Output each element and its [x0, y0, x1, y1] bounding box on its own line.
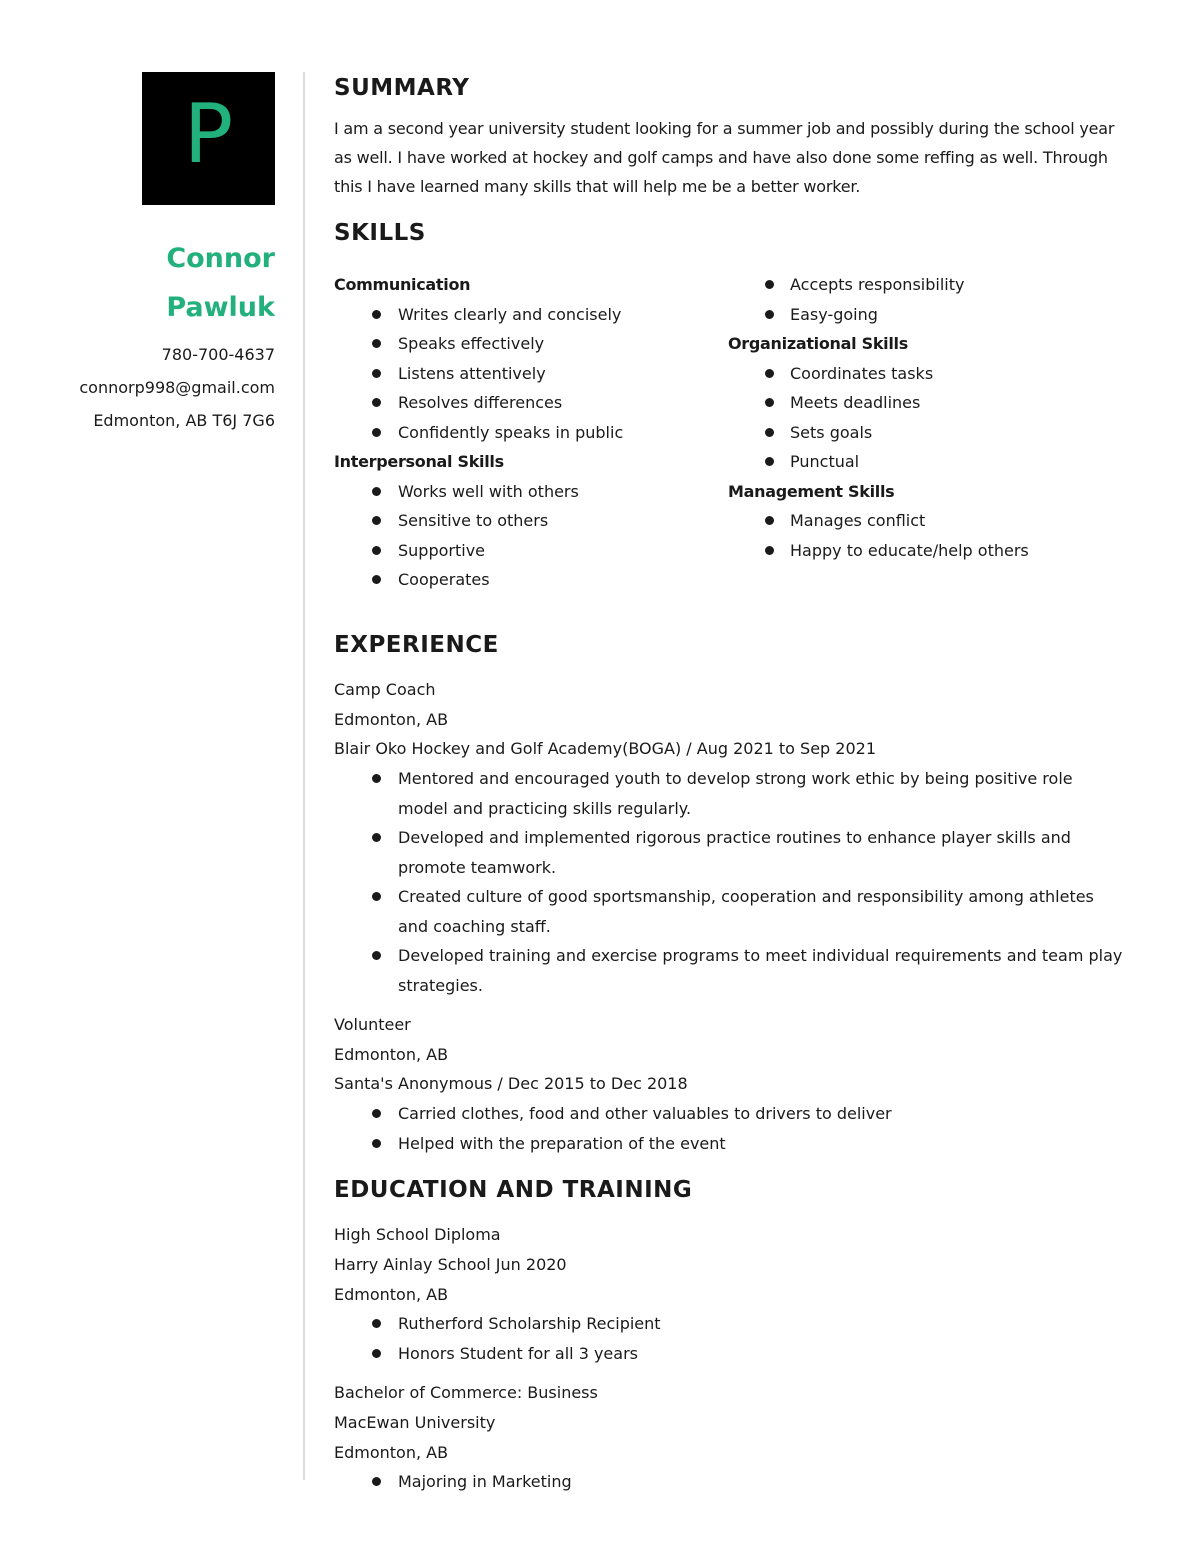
education-bullet: Rutherford Scholarship Recipient	[334, 1309, 1124, 1339]
skill-item: Accepts responsibility	[728, 270, 1029, 300]
skill-item: Happy to educate/help others	[728, 536, 1029, 566]
skills-heading: SKILLS	[334, 220, 426, 246]
education-entry	[334, 1378, 1124, 1497]
skill-list	[334, 477, 623, 595]
skill-item: Speaks effectively	[334, 329, 623, 359]
job-location: Edmonton, AB	[334, 1044, 449, 1064]
skills-section	[334, 270, 1124, 625]
education-heading: EDUCATION AND TRAINING	[334, 1177, 693, 1204]
job-title: Volunteer	[334, 1015, 411, 1035]
employer-dates: Blair Oko Hockey and Golf Academy(BOGA) / Aug 2021 to Sep 2021	[334, 739, 876, 759]
job-title: Camp Coach	[334, 680, 436, 699]
skill-category: Communication	[334, 275, 471, 294]
phone-number: 780-700-4637	[161, 345, 275, 364]
summary-heading: SUMMARY	[334, 75, 470, 101]
skill-list	[728, 359, 1029, 477]
first-name: Connor	[166, 243, 275, 274]
column-divider	[303, 72, 305, 1480]
skill-item: Manages conflict	[728, 506, 1029, 536]
skill-category: Organizational Skills	[728, 334, 908, 353]
education-section	[334, 1170, 1124, 1497]
skill-item: Sets goals	[728, 418, 1029, 448]
last-name: Pawluk	[166, 292, 275, 323]
skills-column-left	[334, 270, 623, 595]
education-bullet: Majoring in Marketing	[334, 1467, 1124, 1497]
degree: High School Diploma	[334, 1225, 501, 1245]
job-bullet: Created culture of good sportsmanship, cooperation and responsibility among athletes and coaching staff.	[334, 882, 1124, 941]
contact-info	[79, 338, 275, 437]
experience-heading: EXPERIENCE	[334, 632, 499, 658]
skill-item: Writes clearly and concisely	[334, 300, 623, 330]
job-bullet: Mentored and encouraged youth to develop strong work ethic by being positive role model and practicing skills regularly.	[334, 764, 1124, 823]
education-entry	[334, 1220, 1124, 1368]
school: MacEwan University	[334, 1412, 496, 1432]
skill-item: Sensitive to others	[334, 506, 623, 536]
skill-item: Works well with others	[334, 477, 623, 507]
experience-entry	[334, 675, 1124, 1000]
skill-item: Meets deadlines	[728, 388, 1029, 418]
skill-category: Management Skills	[728, 481, 895, 501]
job-location: Edmonton, AB	[334, 709, 449, 729]
education-bullets	[334, 1467, 1124, 1497]
resume-main	[334, 68, 1124, 1497]
skill-list	[334, 300, 623, 448]
skill-item: Coordinates tasks	[728, 359, 1029, 389]
job-bullet: Helped with the preparation of the event	[334, 1129, 1124, 1159]
sidebar	[0, 0, 275, 1553]
job-bullet: Carried clothes, food and other valuables to drivers to deliver	[334, 1099, 1124, 1129]
skill-item: Resolves differences	[334, 388, 623, 418]
address: Edmonton, AB T6J 7G6	[93, 411, 275, 430]
skill-item: Supportive	[334, 536, 623, 566]
summary-text: I am a second year university student looking for a summer job and possibly during the school year as well. I have worked at hockey and golf camps and have also done some reffing as well. Through this I have learned many skills that will help me be a better worker.	[334, 119, 1115, 196]
job-bullets	[334, 1099, 1124, 1158]
skill-item: Punctual	[728, 447, 1029, 477]
email-address: connorp998@gmail.com	[79, 378, 275, 397]
school-location: Edmonton, AB	[334, 1284, 449, 1304]
skill-item: Easy-going	[728, 300, 1029, 330]
employer-dates: Santa's Anonymous / Dec 2015 to Dec 2018	[334, 1074, 688, 1094]
school-location: Edmonton, AB	[334, 1442, 449, 1462]
experience-section	[334, 625, 1124, 1158]
education-bullet: Honors Student for all 3 years	[334, 1339, 1124, 1369]
candidate-name	[166, 234, 275, 332]
skill-list	[728, 270, 1029, 329]
job-bullets	[334, 764, 1124, 1000]
experience-entry	[334, 1010, 1124, 1158]
monogram-logo	[142, 72, 275, 205]
skill-item: Confidently speaks in public	[334, 418, 623, 448]
skill-category: Interpersonal Skills	[334, 452, 504, 471]
school: Harry Ainlay School Jun 2020	[334, 1254, 567, 1274]
skill-item: Listens attentively	[334, 359, 623, 389]
skills-column-right	[728, 270, 1029, 565]
job-bullet: Developed and implemented rigorous practice routines to enhance player skills and promote teamwork.	[334, 823, 1124, 882]
education-bullets	[334, 1309, 1124, 1368]
skill-item: Cooperates	[334, 565, 623, 595]
job-bullet: Developed training and exercise programs to meet individual requirements and team play strategies.	[334, 941, 1124, 1000]
degree: Bachelor of Commerce: Business	[334, 1383, 598, 1403]
skill-list	[728, 506, 1029, 565]
monogram-letter: P	[183, 86, 234, 182]
